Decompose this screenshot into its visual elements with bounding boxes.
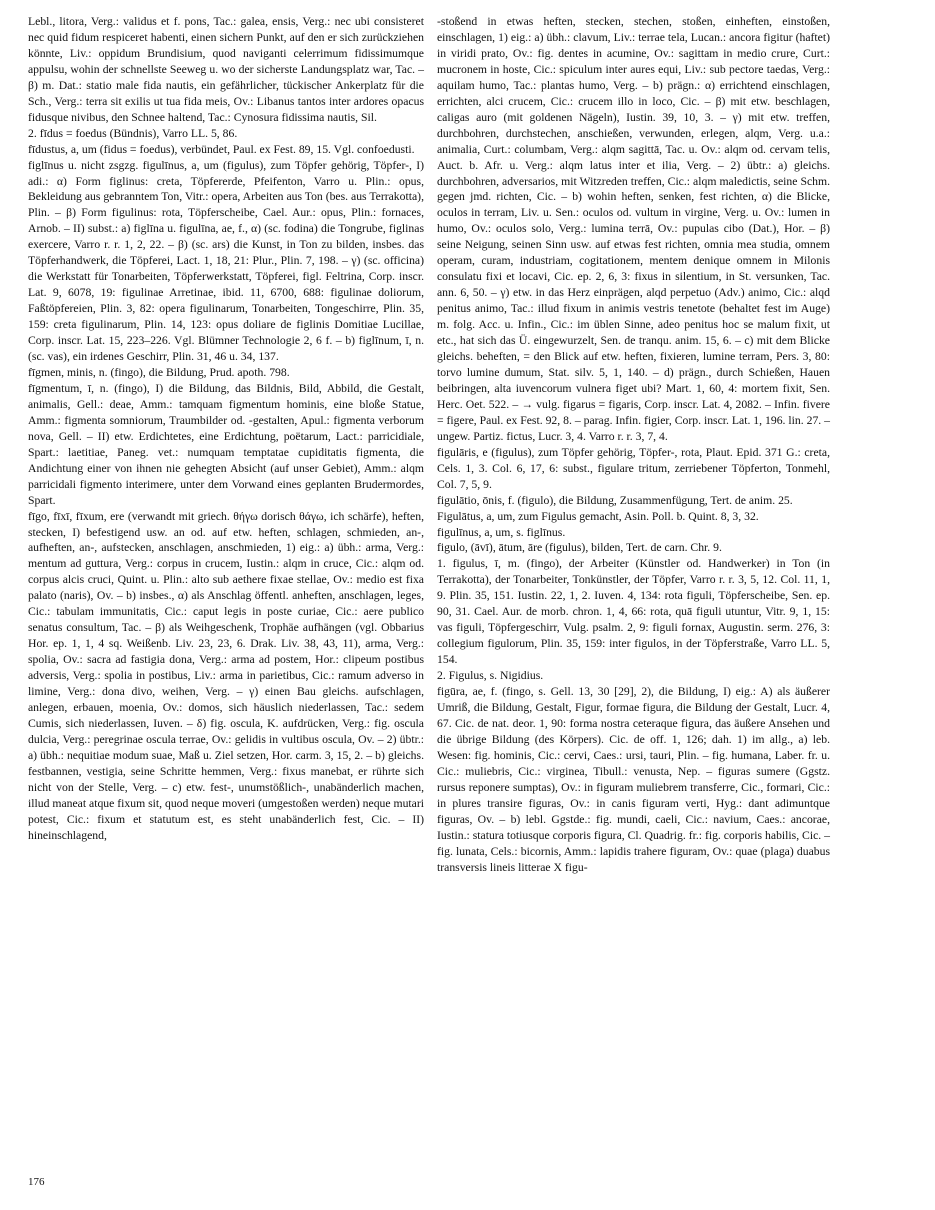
entry-text: figūra, ae, f. (fingo, s. Gell. 13, 30 [29], 2), die Bildung, I) eig.: A) als äußerer Umriß, die Bildung, Gestalt, Figur, formae figura, die Bildung der Gestalt, Lucr. 4, 67. Cic. de nat. deor. 1, 90: forma nostra ceteraque figura, das äußere Ansehen und die übrige Bildung (des Körpers). Cic. de off. 1, 126; dah. 1) im allg., a) leb. Wesen: fig. hominis, Cic.: cervi, Caes.: ursi, tauri, Plin. – fig. humana, Laber. fr. u. Cic.: muliebris, Cic.: virginea, Tibull.: venusta, Nep. – figuras sumere (Ggstz. rursus reponere sumptas), Ov.: in figuram muliebrem transferre, Cic., formari, Cic.: in plures transire figuras, Ov.: in canis figuram verti, Hyg.: dant adimuntque figuras, Ov. – b) lebl. Ggstde.: fig. mundi, caeli, Cic.: navium, Caes.: ancorae, Iustin.: statura totiusque corporis figura, Cl. Quadrig. fr.: fig. corporis habilis, Cic. – fig. lunata, Cels.: bicornis, Amm.: lapidis trahere figuram, Ov.: quae (plaga) duabus transversis lineis litterae X figu- (437, 685, 830, 874)
entry-figulus-2 (437, 668, 830, 684)
entry-figura (437, 684, 830, 875)
entry-text: fīdustus, a, um (fidus = foedus), verbündet, Paul. ex Fest. 89, 15. Vgl. confoedusti. (28, 142, 415, 156)
entry-fidustus (28, 142, 424, 158)
entry-text: Lebl., litora, Verg.: validus et f. pons, Tac.: galea, ensis, Verg.: nec ubi consisteret nec quid fidum respiceret habenti, einen sichern Punkt, auf den er sich zurückziehen könnte, Liv.: oppidum Brundisium, quod naviganti celerrimum fidissimumque appulsu, wohin der schnellste Seeweg u. wo der sicherste Landungsplatz war, Tac. – β) m. Dat.: statio male fida nautis, ein gefährlicher, tückischer Ankerplatz für die Sch., Verg.: terra sit exilis ut tua fida meis, Ov.: Libanus tantos inter ardores opacus fidusque nivibus, den Schnee haltend, Tac.: Cynosura fidissima nautis, Sil. (28, 15, 424, 124)
entry-figulatio (437, 493, 830, 509)
entry-figulinus (437, 525, 830, 541)
entry-text: figlīnus u. nicht zsgzg. figulīnus, a, um (figulus), zum Töpfer gehörig, Töpfer-, I) adi.: α) Form figlinus: creta, Töpfererde, Pfeifenton, Varro u. Plin.: opus, Bekleidung aus gebranntem Ton, Vitr.: opera, Arbeiten aus Ton (bes. aus Terrakotta), Plin. – β) Form figulinus: rota, Töpferscheibe, Cael. Aur.: opus, Plin.: fornaces, Arnob. – II) subst.: a) figlīna u. figulīna, ae, f., α) (sc. fodina) die Tongrube, figlinas exercere, Varro r. r. 1, 2, 22. – β) (sc. ars) die Kunst, in Ton zu bilden, insbes. das Töpferhandwerk, die Töpferei, Lact. 1, 18, 21: Plur., Plin. 7, 198. – γ) (sc. officina) die Werkstatt für Tonarbeiten, Töpferwerkstatt, Töpferei, figl. Feltrina, Corp. inscr. Lat. 9, 6078, 19: figulinae Arretinae, ibid. 11, 6700, 688: figulinae doliorum, Faßtöpfereien, Plin. 3, 82: opera figulinarum, Tonarbeiten, Tongeschirre, Plin. 35, 159: creta figulinarum, Plin. 14, 123: opus doliare de figlinis Domitiae Lucillae, Corp. inscr. Lat. 15, 223–226. Vgl. Blümner Technologie 2, 6 f. – b) figlīnum, ī, n. (sc. vas), ein irdenes Geschirr, Plin. 31, 46 u. 34, 137. (28, 158, 424, 364)
entry-text: fīgmen, minis, n. (fingo), die Bildung, Prud. apoth. 798. (28, 365, 290, 379)
entry-figmen (28, 365, 424, 381)
entry-fidus-2 (28, 126, 424, 142)
entry-text: -stoßend in etwas heften, stecken, stechen, stoßen, einheften, einstoßen, einschlagen, 1) eig.: a) übh.: clavum, Liv.: terrae tela, Lucan.: ancora figitur (haftet) in viridi prato, Ov.: fig. dentes in acumine, Ov.: sagittam in medio crure, Curt.: mucronem in hoste, Cic.: spiculum inter aures equi, Liv.: sub pectore taedas, Verg.: aquilam humo, Tac.: plantas humo, Verg. – b) prägn.: α) errichtend einschlagen, errichten, alci crucem, Cic.: crucem illo in loco, Cic. – β) mit etw. beschlagen, caligas auro (mit goldenen Nägeln), Iustin. 39, 10, 3. – γ) mit etw. treffen, durchbohren, durchstechen, anschießen, verwunden, erlegen, alqm, Verg. u.a.: animalia, Curt.: columbam, Verg.: alqm sagittā, Tac. u. Ov.: alqm od. cervam telis, Auct. b. Afr. u. Verg.: alqm latus inter et ilia, Verg. – 2) übtr.: a) gleichs. durchbohren, adversarios, mit Witzreden treffen, Cic.: alqm maledictis, seine Schm. gegen jmd. richten, Cic. – b) wohin heften, senken, fest richten, α) die Blicke, oculos in terram, Liv. u. Sen.: oculos od. vultum in virgine, Verg. u. Ov.: lumen in humo, Ov.: oculos solo, Verg.: lumina terrā, Ov.: pupulas cibo (Dat.), Hor. – β) seine Neigung, seinen Sinn usw. auf etwas fest richten, omnia mea studia, omnem operam, curam, industriam, cogitationem, mentem denique omnem in Milonis consulatu fixi et locavi, Cic. ep. 2, 6, 3: fixus in silentium, in St. versunken, Tac. ann. 6, 50. – γ) etw. in das Herz einprägen, alqd perpetuo (Adv.) animo, Cic.: alqd penitus animo, Tac.: illud fixum in animis vestris tenetote (behaltet fest im Auge) m. folg. Acc. u. Infin., Cic.: im üblen Sinne, adeo penitus hoc se malum fixit, ut etc., hat sich das Ü. eingewurzelt, Sen. de tranqu. anim. 15, 6. – c) mit dem Blicke gleichs. beheften, = den Blick auf etw. heften, fixieren, lumine terram, Pers. 3, 80: torvo lumine dumum, Stat. silv. 5, 1, 140. – d) prägn., durch Schießen, Hauen beibringen, alta iuvencorum vulnera figet ubi? Mart. 1, 60, 4: mortem fixit, Sen. Herc. Oet. 522. – → vulg. figarus = figaris, Corp. inscr. Lat. 4, 2082. – Infin. fivere = figere, Paul. ex Fest. 92, 8. – parag. Infin. figier, Corp. inscr. Lat. 1, 196. lin. 27. – ungew. Partiz. fictus, Lucr. 3, 4. Varro r. r. 3, 7, 4. (437, 15, 830, 443)
entry-text: 2. fīdus = foedus (Bündnis), Varro LL. 5, 86. (28, 126, 238, 140)
entry-text: figulātio, ōnis, f. (figulo), die Bildung, Zusammenfügung, Tert. de anim. 25. (437, 493, 793, 507)
entry-text: 2. Figulus, s. Nigidius. (437, 669, 544, 683)
entry-figulus-1 (437, 556, 830, 668)
entry-text: Figulātus, a, um, zum Figulus gemacht, Asin. Poll. b. Quint. 8, 3, 32. (437, 509, 759, 523)
left-column (28, 14, 424, 844)
entry-figulatus (437, 509, 830, 525)
entry-text: figulīnus, a, um, s. figlīnus. (437, 525, 566, 539)
entry-text: figulo, (āvī), ātum, āre (figulus), bilden, Tert. de carn. Chr. 9. (437, 541, 722, 555)
entry-figlinus (28, 158, 424, 365)
right-column (437, 14, 830, 875)
entry-figulo (437, 540, 830, 556)
entry-text: figulāris, e (figulus), zum Töpfer gehörig, Töpfer-, rota, Plaut. Epid. 371 G.: creta, Cels. 1, 3. Col. 6, 17, 6: subst., figulare tritum, zerriebener Töpferton, Tonmehl, Col. 7, 5, 9. (437, 445, 830, 491)
entry-fidus-continuation (28, 14, 424, 126)
entry-figmentum (28, 381, 424, 509)
entry-figo (28, 509, 424, 844)
entry-text: fīgo, fīxī, fīxum, ere (verwandt mit griech. θήγω dorisch θάγω, ich schärfe), heften, stecken, I) befestigend usw. an od. auf etw. heften, schlagen, schmieden, an-, aufheften, an-, aufstecken, anschlagen, anschmieden, 1) eig.: a) übh.: arma, Verg.: mentum ad guttura, Verg.: corpus in crucem, Iustin.: alqm in cruce, Cic.: alqm od. corpus alcis cruci, Quint. u. Plin.: alto sub aethere fixae stellae, Ov.: medio est fixa palato (naris), Ov. – b) insbes., α) als Anschlag öffentl. anheften, anschlagen, leges, Cic.: tabulam immunitatis, Cic.: caput legis in poste curiae, Cic.: aere publico senatus consultum, Tac. – β) als Weihgeschenk, Trophäe aufhängen (vgl. Obbarius Hor. ep. 1, 1, 4 sq. Weißenb. Liv. 23, 23, 6. Drak. Liv. 38, 43, 11), arma, Verg.: spolia, Ov.: sacra ad fastigia dona, Verg.: arma ad postem, Hor.: clipeum postibus adversis, Verg.: spolia in postibus, Liv.: arma in parietibus, Cic.: ramum adverso in limine, Verg.: dona divo, weihen, Verg. – γ) einen Bau gleichs. aufschlagen, anlegen, erbauen, moenia, Ov.: domos, sich häuslich niederlassen, Tac.: sedem Cumis, sich niederlassen, Iuven. – δ) fig. oscula, K. aufdrücken, Verg.: fig. oscula dulcia, Verg.: peregrinae oscula terrae, Ov.: gelidis in vultibus oscula, Ov. – 2) übtr.: a) übh.: nequitiae modum suae, Maß u. Ziel setzen, Hor. carm. 3, 15, 2. – b) gleichs. festbannen, vestigia, seine Schritte hemmen, Verg.: fixus manebat, er rührte sich nicht von der Stelle, Verg. – c) etw. fest-, unumstößlich-, unabänderlich machen, illud maneat atque fixum sit, quod neque moveri (umgestoßen werden) neque mutari potest, Cic.: fixum et statutum est, es steht unabänderlich fest, Cic. – II) hineinschlagend, (28, 509, 424, 842)
entry-text: 1. figulus, ī, m. (fingo), der Arbeiter (Künstler od. Handwerker) in Ton (in Terrakotta), der Tonarbeiter, Tonkünstler, der Töpfer, Varro r. r. 3, 5, 12. Col. 11, 1, 9. Plin. 35, 151. Iustin. 22, 1, 2. Iuven. 4, 134: rota figuli, Töpferscheibe, Sen. ep. 90, 31. Cael. Aur. de morb. chron. 1, 4, 66: rota, quā figuli utuntur, Vitr. 9, 1, 15: vas figuli, Töpfergeschirr, Vulg. psalm. 2, 9: figuli fornax, Augustin. serm. 276, 3: collegium figulorum, Plin. 35, 159: inter figulos, in der Töpferstraße, Varro LL. 5, 154. (437, 557, 830, 667)
page-number: 176 (28, 1176, 45, 1188)
entry-figo-continuation (437, 14, 830, 445)
entry-text: fīgmentum, ī, n. (fingo), I) die Bildung, das Bildnis, Bild, Abbild, die Gestalt, animalis, Gell.: deae, Amm.: tamquam figmentum hominis, eine bloße Statue, Amm.: figmenta somniorum, Traumbilder od. -gestalten, Apul.: figmenta verborum nova, Gell. – II) etw. Erdichtetes, eine Erdichtung, poëtarum, Lact.: parricidiale, Spart.: laetitiae, Paneg. vet.: numquam temptatae cupiditatis figmenta, die Andichtung einer von ihnen nie gehegten Absicht (auf unser Gebiet), Amm.: alqm parricidali figmento interimere, unter dem Vorwand eines geplanten Brudermordes, Spart. (28, 381, 424, 507)
entry-figularis (437, 445, 830, 493)
